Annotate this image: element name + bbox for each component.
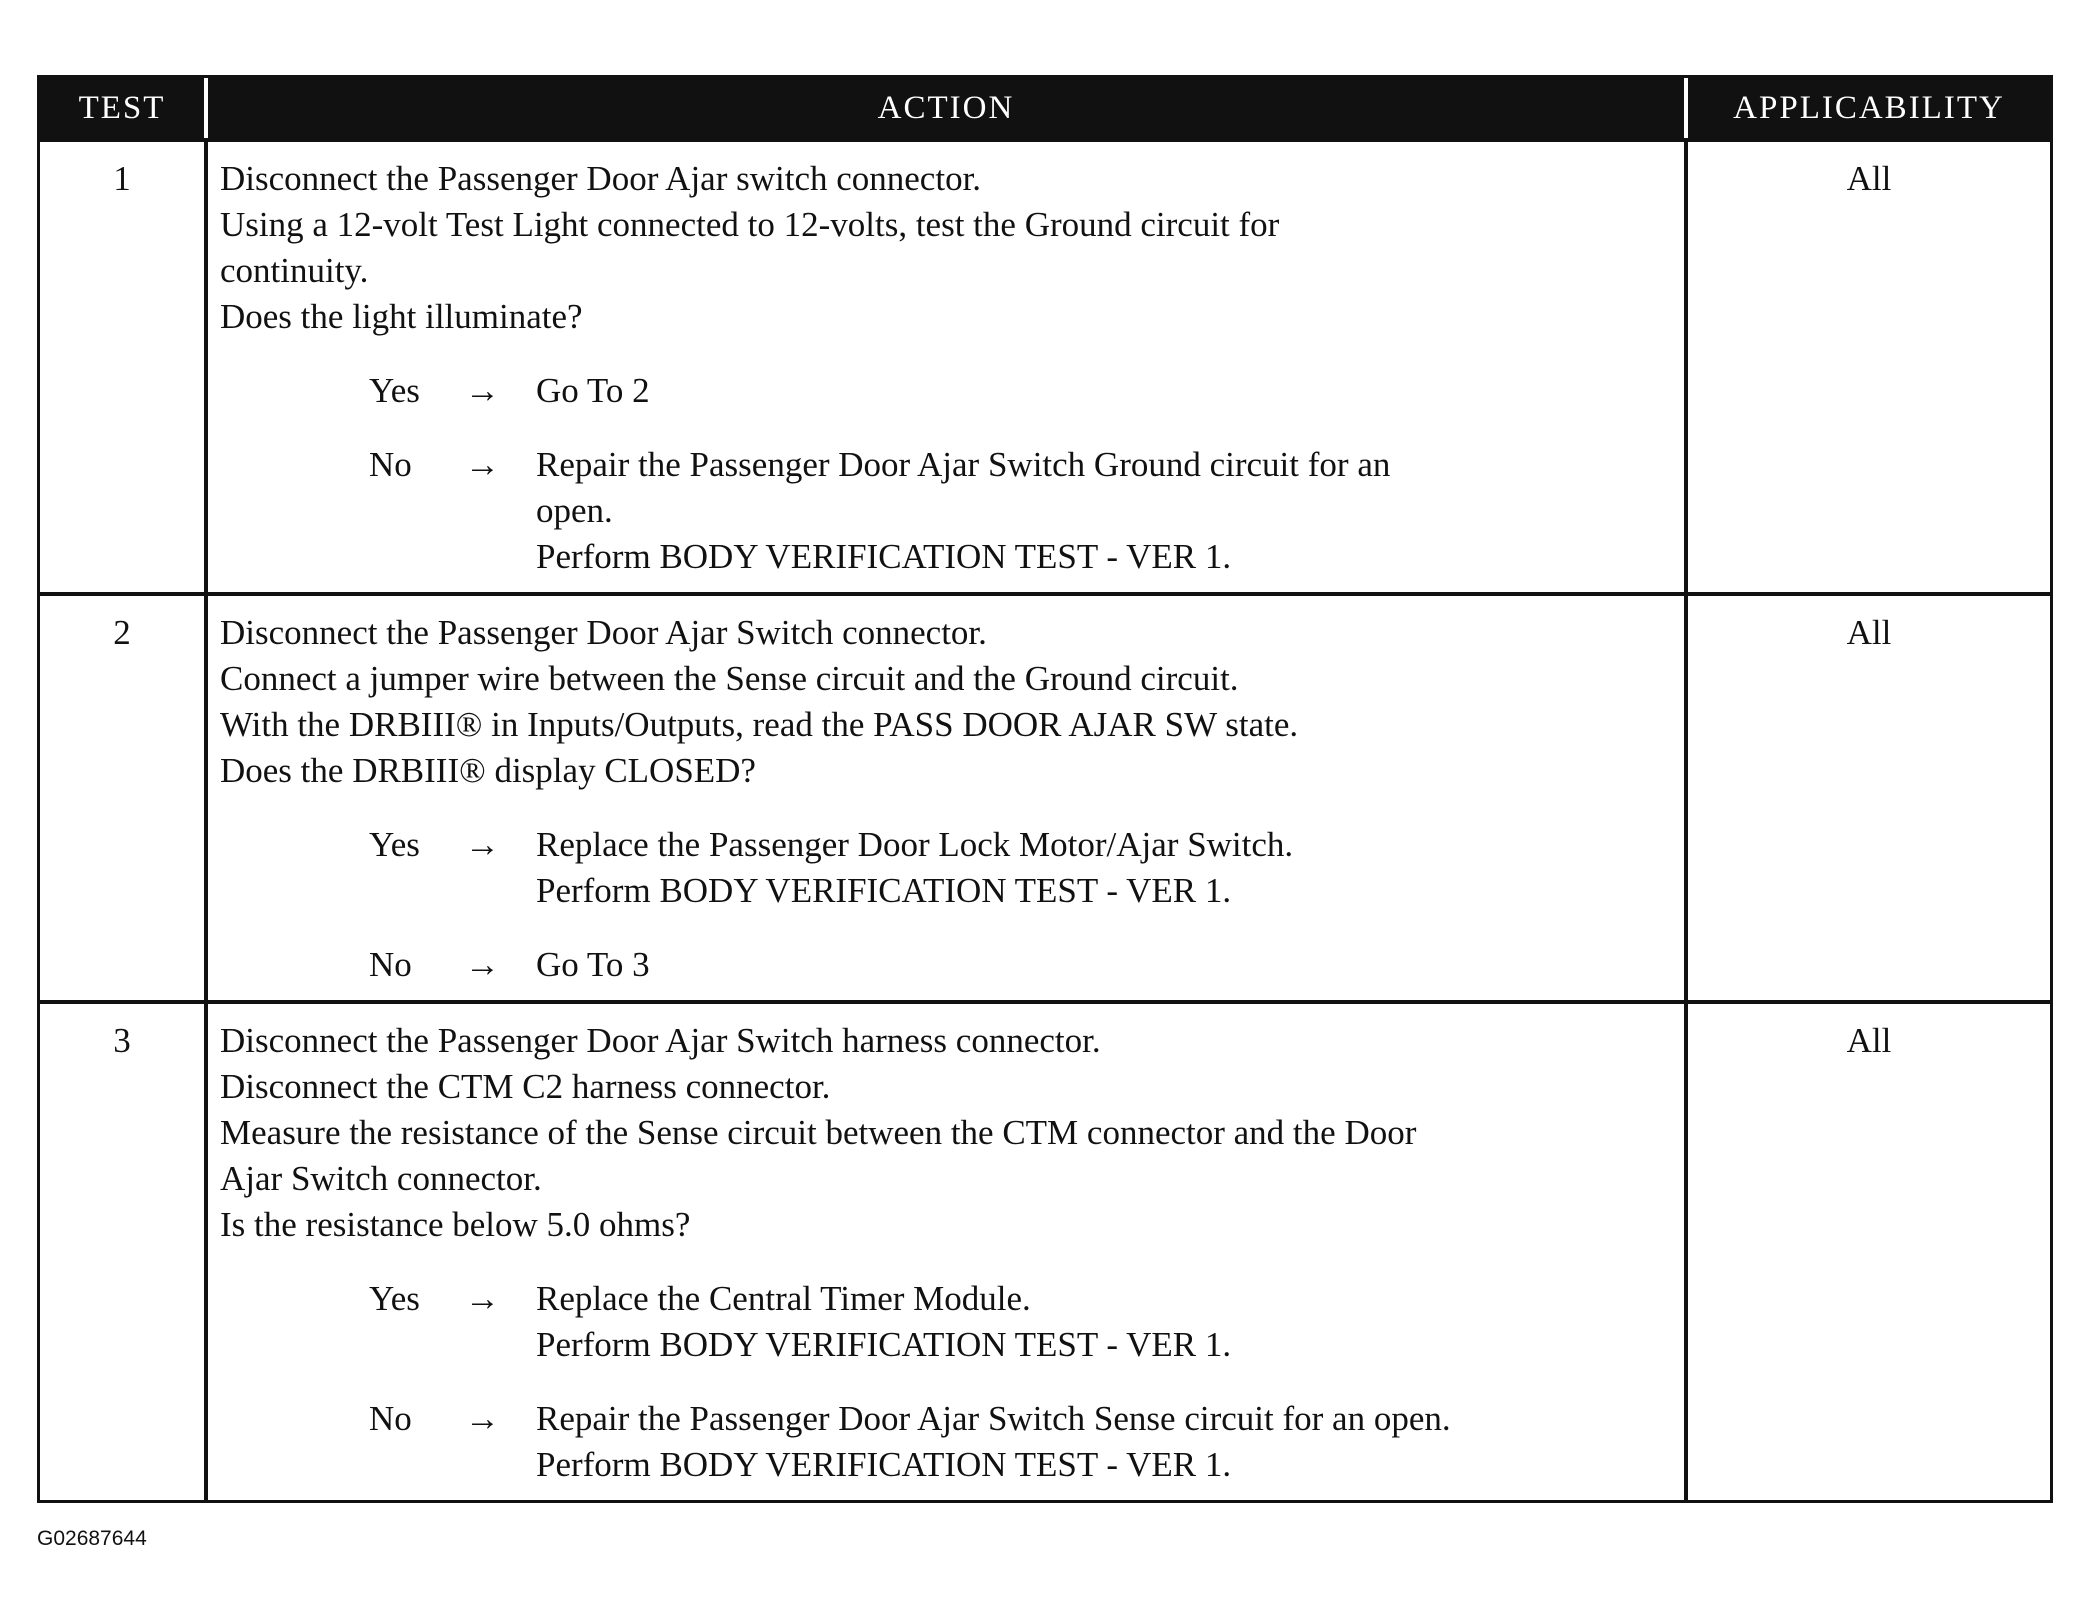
action-line: Disconnect the Passenger Door Ajar switch connector. (220, 159, 982, 198)
answer-line: Perform BODY VERIFICATION TEST - VER 1. (536, 537, 1232, 576)
arrow-right-icon: → (465, 945, 500, 984)
table-row (40, 596, 2050, 1004)
applicability-cell: All (1846, 159, 1892, 198)
answer-label: No (369, 1399, 412, 1438)
action-cell (208, 596, 1688, 1000)
action-line: continuity. (220, 251, 369, 290)
action-line: Using a 12-volt Test Light connected to 12-volts, test the Ground circuit for (220, 205, 1280, 244)
answer-line: open. (536, 491, 613, 530)
answer-label: No (369, 445, 412, 484)
action-line: Measure the resistance of the Sense circuit between the CTM connector and the Door (220, 1113, 1417, 1152)
test-number: 3 (40, 1004, 208, 1500)
answer-body (536, 822, 1672, 914)
answer-label: No (369, 945, 412, 984)
arrow-right-icon: → (465, 371, 500, 410)
answer-line: Replace the Central Timer Module. (536, 1279, 1031, 1318)
answer-body (536, 942, 1672, 988)
answer-line: Perform BODY VERIFICATION TEST - VER 1. (536, 871, 1232, 910)
answer-label: Yes (369, 371, 420, 410)
action-line: Disconnect the Passenger Door Ajar Switch harness connector. (220, 1021, 1101, 1060)
test-number: 1 (40, 142, 208, 592)
answer-no (220, 1396, 1672, 1488)
action-line: Connect a jumper wire between the Sense circuit and the Ground circuit. (220, 659, 1239, 698)
answer-body (536, 442, 1672, 580)
answer-line: Repair the Passenger Door Ajar Switch Ground circuit for an (536, 445, 1391, 484)
action-line: Disconnect the CTM C2 harness connector. (220, 1067, 831, 1106)
answer-line: Replace the Passenger Door Lock Motor/Ajar Switch. (536, 825, 1294, 864)
arrow-right-icon: → (465, 825, 500, 864)
action-line: Is the resistance below 5.0 ohms? (220, 1205, 691, 1244)
table-row (40, 1004, 2050, 1500)
answer-body (536, 1276, 1672, 1368)
action-line: Does the DRBIII® display CLOSED? (220, 751, 756, 790)
figure-code: G02687644 (37, 1527, 147, 1550)
answer-no (220, 942, 1672, 988)
answer-body (536, 1396, 1672, 1488)
header-applicability: APPLICABILITY (1733, 89, 2005, 126)
table-row (40, 142, 2050, 596)
action-cell (208, 1004, 1688, 1500)
arrow-right-icon: → (465, 1399, 500, 1438)
test-number: 2 (40, 596, 208, 1000)
answer-yes (220, 822, 1672, 914)
arrow-right-icon: → (465, 1279, 500, 1318)
answer-line: Perform BODY VERIFICATION TEST - VER 1. (536, 1325, 1232, 1364)
table-header (40, 78, 2050, 142)
header-action: ACTION (208, 78, 1688, 138)
answer-body (536, 368, 1672, 414)
answer-label: Yes (369, 825, 420, 864)
applicability-cell: All (1846, 1021, 1892, 1060)
answer-no (220, 442, 1672, 580)
action-line: Does the light illuminate? (220, 297, 583, 336)
arrow-right-icon: → (465, 445, 500, 484)
action-cell (208, 142, 1688, 592)
header-test: TEST (40, 78, 208, 138)
answer-line: Repair the Passenger Door Ajar Switch Sense circuit for an open. (536, 1399, 1451, 1438)
action-line: Ajar Switch connector. (220, 1159, 542, 1198)
answer-yes (220, 1276, 1672, 1368)
action-line: With the DRBIII® in Inputs/Outputs, read the PASS DOOR AJAR SW state. (220, 705, 1299, 744)
answer-line: Go To 2 (536, 371, 650, 410)
answer-line: Go To 3 (536, 945, 650, 984)
action-line: Disconnect the Passenger Door Ajar Switch connector. (220, 613, 987, 652)
answer-label: Yes (369, 1279, 420, 1318)
applicability-cell: All (1846, 613, 1892, 652)
answer-yes (220, 368, 1672, 414)
answer-line: Perform BODY VERIFICATION TEST - VER 1. (536, 1445, 1232, 1484)
diagnostic-test-table (37, 75, 2053, 1503)
